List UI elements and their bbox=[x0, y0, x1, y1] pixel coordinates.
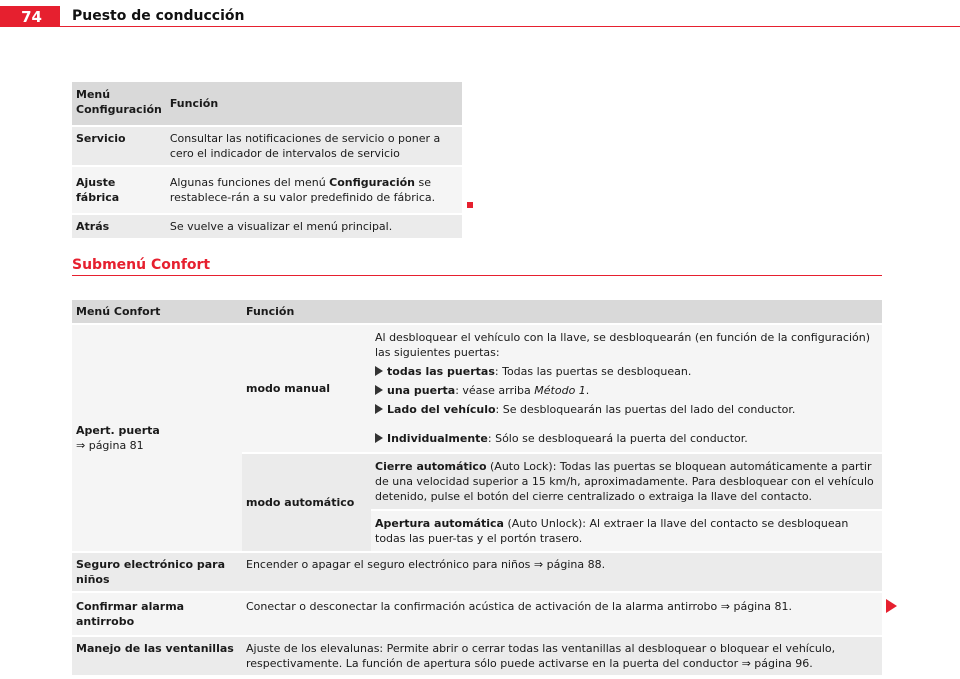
table-row bbox=[72, 635, 882, 675]
section-title: Submenú Confort bbox=[72, 257, 211, 273]
col-header-menu: Menú Configuración bbox=[72, 82, 166, 125]
row-text: Encender o apagar el seguro electrónico para niños ⇒ página 88. bbox=[242, 551, 882, 591]
row-text: Al desbloquear el vehículo con la llave, se desbloquearán (en función de la configuración) las siguientes puertas: todas las puertas: Todas las puertas se desbloquean. una puerta: véase arriba Método 1. Lado del vehículo: Se desbloquearán las puertas del lado del conductor. Individualmente: Sólo se desbloqueará la puerta del conductor. bbox=[371, 323, 882, 452]
page-header bbox=[0, 0, 960, 27]
row-label: modo manual bbox=[242, 323, 371, 452]
section-rule bbox=[72, 275, 882, 276]
bullet-arrow-icon bbox=[375, 385, 383, 395]
row-label: Manejo de las ventanillas bbox=[72, 635, 242, 675]
list-item: Lado del vehículo: Se desbloquearán las puertas del lado del conductor. bbox=[375, 402, 878, 417]
config-menu-table bbox=[72, 82, 462, 238]
header-rule bbox=[60, 26, 960, 27]
col-header-function: Función bbox=[242, 300, 882, 323]
table-row bbox=[72, 125, 462, 165]
row-label: Ajuste fábrica bbox=[72, 165, 166, 213]
list-item: todas las puertas: Todas las puertas se desbloquean. bbox=[375, 364, 878, 379]
apertura-cell bbox=[72, 323, 242, 551]
section-end-marker bbox=[467, 202, 473, 208]
row-text: Ajuste de los elevalunas: Permite abrir o cerrar todas las ventanillas al desbloquear o bloquear el vehículo, respectivamente. La función de apertura sólo puede activarse en la puerta del conductor ⇒ página 96. bbox=[242, 635, 882, 675]
row-label: modo automático bbox=[242, 452, 371, 551]
table-row bbox=[72, 213, 462, 238]
col-header-menu: Menú Confort bbox=[72, 300, 242, 323]
row-label: Servicio bbox=[72, 125, 166, 165]
bullet-arrow-icon bbox=[375, 366, 383, 376]
table-header-row bbox=[72, 82, 462, 125]
table-row bbox=[72, 323, 882, 452]
row-label: Confirmar alarma antirrobo bbox=[72, 591, 242, 635]
table-header-row bbox=[72, 300, 882, 323]
list-item: una puerta: véase arriba Método 1. bbox=[375, 383, 878, 398]
row-text: Se vuelve a visualizar el menú principal. bbox=[166, 213, 462, 238]
col-header-function: Función bbox=[166, 82, 462, 125]
row-label: Apert. puerta bbox=[76, 424, 160, 437]
bullet-arrow-icon bbox=[375, 433, 383, 443]
list-item: Individualmente: Sólo se desbloqueará la puerta del conductor. bbox=[375, 431, 878, 446]
row-label: Seguro electrónico para niños bbox=[72, 551, 242, 591]
table-row bbox=[72, 165, 462, 213]
page-reference: ⇒ página 81 bbox=[76, 439, 144, 452]
bullet-arrow-icon bbox=[375, 404, 383, 414]
row-text: Cierre automático (Auto Lock): Todas las puertas se bloquean automáticamente a partir de una velocidad superior a 15 km/h, aproximadamente. Para desbloquear con el vehículo detenido, pulse el botón del cierre centralizado o extraiga la llave del contacto. bbox=[371, 452, 882, 509]
table-row bbox=[72, 591, 882, 635]
confort-menu-table bbox=[72, 300, 882, 675]
table-row bbox=[72, 551, 882, 591]
page-number: 74 bbox=[0, 6, 60, 27]
row-label: Atrás bbox=[72, 213, 166, 238]
row-text: Algunas funciones del menú Configuración se restablece-rán a su valor predefinido de fábrica. bbox=[166, 165, 462, 213]
page-title: Puesto de conducción bbox=[72, 8, 245, 24]
row-text: Consultar las notificaciones de servicio o poner a cero el indicador de intervalos de servicio bbox=[166, 125, 462, 165]
row-text: Apertura automática (Auto Unlock): Al extraer la llave del contacto se desbloquean todas las puer-tas y el portón trasero. bbox=[371, 509, 882, 551]
row-text: Conectar o desconectar la confirmación acústica de activación de la alarma antirrobo ⇒ página 81. bbox=[242, 591, 882, 635]
continue-arrow-icon bbox=[886, 599, 897, 613]
